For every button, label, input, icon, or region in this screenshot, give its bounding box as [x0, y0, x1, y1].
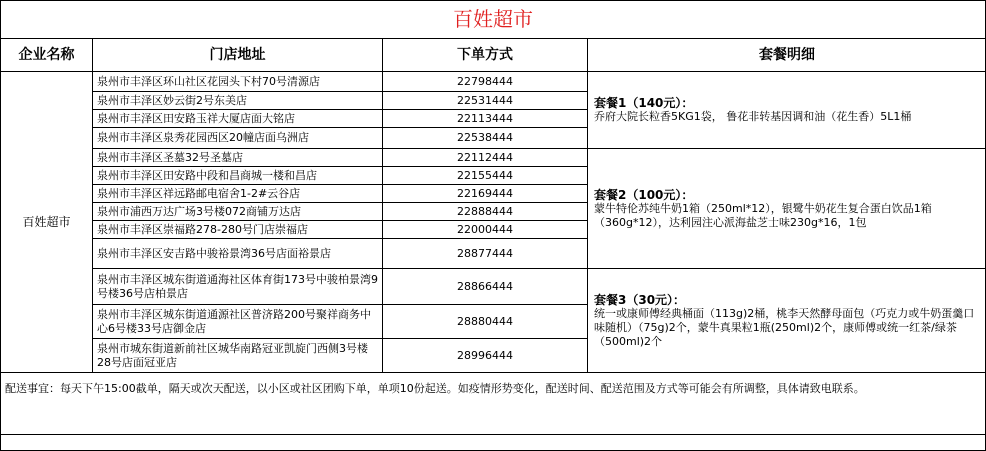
package-3	[588, 269, 986, 373]
note-row	[1, 373, 986, 435]
table-row	[1, 72, 986, 92]
store-phone: 22798444	[383, 72, 588, 92]
store-address: 泉州市丰泽区田安路中段和昌商城一楼和昌店	[93, 167, 383, 185]
package-title: 套餐1（140元）：	[594, 96, 694, 110]
package-2	[588, 149, 986, 269]
store-phone: 22538444	[383, 128, 588, 149]
store-address: 泉州市丰泽区安吉路中骏裕景湾36号店面裕景店	[93, 239, 383, 269]
package-title: 套餐3（30元）：	[594, 292, 686, 307]
header-order: 下单方式	[383, 39, 588, 72]
store-phone: 22888444	[383, 203, 588, 221]
store-address: 泉州市丰泽区崇福路278-280号门店崇福店	[93, 221, 383, 239]
package-detail: 蒙牛特伦苏纯牛奶1箱（250ml*12），银鹭牛奶花生复合蛋白饮品1箱（360g*12），达利园注心派海盐芝士味230g*16，1包	[594, 201, 932, 229]
store-address: 泉州市丰泽区城东街道通海社区体育街173号中骏柏景湾9号楼36号店柏景店	[93, 269, 383, 305]
header-address: 门店地址	[93, 39, 383, 72]
page-title: 百姓超市	[453, 7, 533, 31]
package-detail: 统一或康师傅经典桶面（113g)2桶，桃李天然酵母面包（巧克力或牛奶蛋羹口味随机）（75g)2个，蒙牛真果粒1瓶(250ml)2个，康师傅或统一红茶/绿茶（500ml)2个	[594, 306, 975, 348]
header-row	[1, 39, 986, 72]
store-address: 泉州市丰泽区祥远路邮电宿舍1-2#云谷店	[93, 185, 383, 203]
store-address: 泉州市城东街道新前社区城华南路冠亚凯旋门西侧3号楼28号店面冠亚店	[93, 339, 383, 373]
store-address: 泉州市浦西万达广场3号楼072商铺万达店	[93, 203, 383, 221]
store-phone: 28880444	[383, 305, 588, 339]
store-phone: 22169444	[383, 185, 588, 203]
store-table	[0, 38, 986, 435]
store-phone: 22531444	[383, 92, 588, 110]
store-phone: 22113444	[383, 110, 588, 128]
table-row	[1, 149, 986, 167]
header-package: 套餐明细	[588, 39, 986, 72]
store-phone: 28996444	[383, 339, 588, 373]
package-detail: 乔府大院长粒香5KG1袋， 鲁花非转基因调和油（花生香）5L1桶	[594, 110, 912, 123]
store-phone: 28877444	[383, 239, 588, 269]
delivery-note: 配送事宜：每天下午15:00截单，隔天或次天配送，以小区或社区团购下单，单项10份起送。如疫情形势变化，配送时间、配送范围及方式等可能会有所调整，具体请致电联系。	[1, 373, 986, 435]
header-company: 企业名称	[1, 39, 93, 72]
company-name: 百姓超市	[1, 72, 93, 373]
table-row	[1, 269, 986, 305]
store-address: 泉州市丰泽区妙云街2号东美店	[93, 92, 383, 110]
store-address: 泉州市丰泽区城东街道通源社区普济路200号聚祥商务中心6号楼33号店御金店	[93, 305, 383, 339]
package-1	[588, 72, 986, 149]
store-address: 泉州市丰泽区环山社区花园头下村70号清源店	[93, 72, 383, 92]
store-address: 泉州市丰泽区泉秀花园西区20幢店面乌洲店	[93, 128, 383, 149]
package-title: 套餐2（100元）：	[594, 187, 694, 202]
store-phone: 22000444	[383, 221, 588, 239]
store-phone: 22112444	[383, 149, 588, 167]
store-address: 泉州市丰泽区田安路玉祥大厦店面大铭店	[93, 110, 383, 128]
store-address: 泉州市丰泽区圣墓32号圣墓店	[93, 149, 383, 167]
store-phone: 28866444	[383, 269, 588, 305]
store-phone: 22155444	[383, 167, 588, 185]
